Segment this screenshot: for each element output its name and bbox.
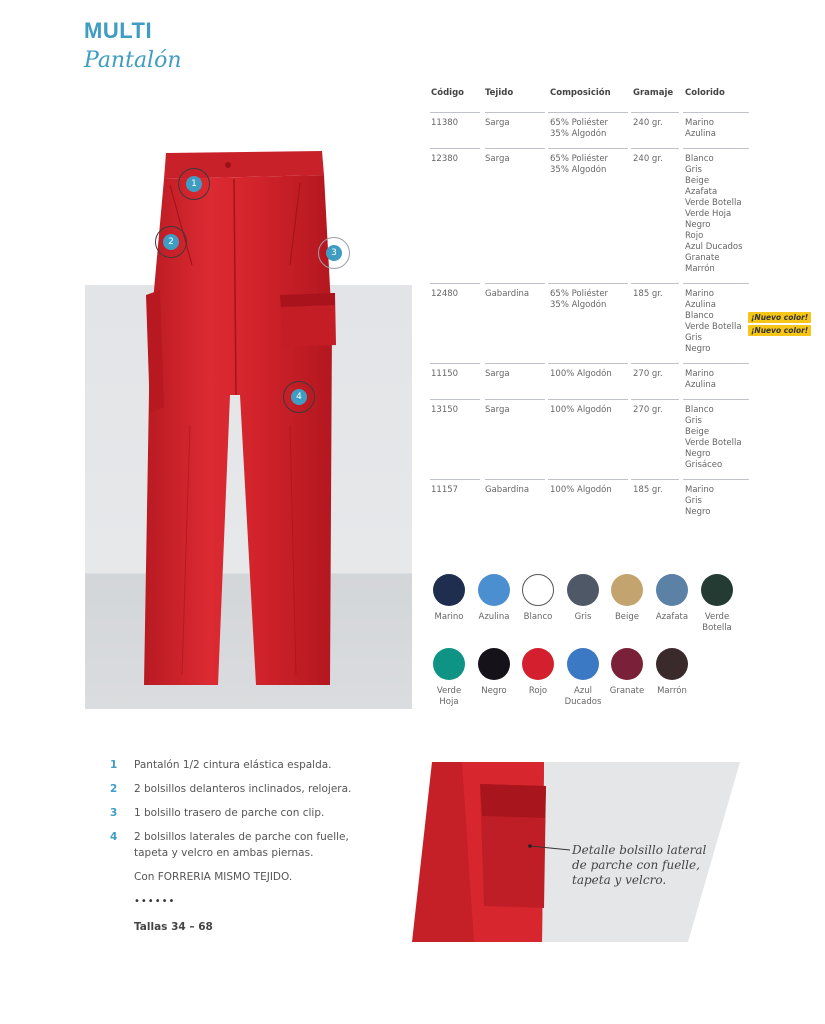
row-rule (485, 283, 545, 284)
table-row (430, 479, 750, 526)
color-name: Blanco (685, 405, 714, 415)
swatch-label: Marino (434, 612, 464, 622)
row-rule (683, 479, 749, 480)
feature-number: 4 (110, 831, 118, 843)
composition-line: 100% Algodón (550, 369, 612, 379)
weight-cell: 240 gr. (633, 118, 663, 128)
feature-item (110, 829, 364, 861)
color-name: Gris (685, 416, 702, 426)
lining-note: Con FORRERIA MISMO TEJIDO. (134, 871, 293, 883)
table-row (430, 363, 750, 399)
table-row (430, 112, 750, 148)
composition-line: 65% Poliéster (550, 118, 609, 128)
row-rule (548, 112, 628, 113)
weight-cell: 270 gr. (633, 369, 663, 379)
pocket-detail-caption: Detalle bolsillo lateral de parche con fuelle, tapeta y velcro. (572, 843, 707, 887)
color-swatch (609, 648, 645, 696)
header-weight: Gramaje (633, 88, 674, 98)
composition-line: 65% Poliéster (550, 154, 609, 164)
swatch-label: Azul Ducados (564, 686, 602, 707)
swatch-label: Verde Botella (702, 612, 732, 633)
fabric-cell: Sarga (485, 118, 510, 128)
color-name: Gris (685, 333, 702, 343)
row-rule (631, 363, 679, 364)
feature-number: 1 (110, 759, 118, 771)
color-swatch (522, 574, 554, 622)
header-composition: Composición (550, 88, 611, 98)
feature-item (110, 805, 364, 821)
color-name: Verde Hoja (685, 209, 732, 219)
fabric-cell: Sarga (485, 369, 510, 379)
header-colors: Colorido (685, 88, 725, 98)
code-cell: 12480 (431, 289, 459, 299)
composition-cell (550, 485, 612, 496)
swatch-circle (478, 648, 510, 680)
row-rule (631, 399, 679, 400)
row-rule (548, 363, 628, 364)
composition-cell (550, 289, 608, 311)
table-header (430, 86, 750, 112)
row-rule (683, 148, 749, 149)
composition-cell (550, 154, 608, 176)
color-name: Beige (685, 176, 710, 186)
row-rule (430, 363, 480, 364)
swatch-circle (433, 574, 465, 606)
feature-number: 2 (110, 783, 118, 795)
product-title: MULTI (84, 18, 153, 43)
swatch-circle (611, 574, 643, 606)
fabric-cell: Gabardina (485, 485, 530, 495)
table-row (430, 283, 750, 363)
swatch-label: Gris (574, 612, 592, 622)
row-rule (485, 112, 545, 113)
color-name: Beige (685, 427, 710, 437)
feature-item (110, 781, 364, 797)
swatch-label: Beige (614, 612, 640, 622)
spec-table (430, 86, 750, 526)
new-color-badge: ¡Nuevo color! (748, 312, 811, 323)
row-rule (683, 112, 749, 113)
swatch-label: Azafata (655, 612, 689, 622)
composition-line: 100% Algodón (550, 405, 612, 415)
color-swatch (522, 648, 554, 696)
feature-list (110, 757, 364, 869)
table-body (430, 112, 750, 526)
row-rule (430, 283, 480, 284)
swatch-circle (433, 648, 465, 680)
swatch-circle (567, 648, 599, 680)
color-name: Granate (685, 253, 720, 263)
swatch-label: Negro (481, 686, 507, 696)
colors-cell (685, 289, 742, 355)
feature-item (110, 757, 364, 773)
row-rule (683, 399, 749, 400)
weight-cell: 185 gr. (633, 289, 663, 299)
color-name: Marino (685, 289, 714, 299)
swatch-circle (701, 574, 733, 606)
sizes-range: Tallas 34 – 68 (134, 921, 213, 933)
swatch-circle (522, 648, 554, 680)
color-swatch (433, 574, 465, 622)
callout-marker-4: 4 (283, 381, 315, 413)
feature-text: 2 bolsillos laterales de parche con fuelle, tapeta y velcro en ambas piernas. (134, 831, 349, 859)
color-name: Negro (685, 344, 711, 354)
code-cell: 11157 (431, 485, 459, 495)
color-swatch (656, 648, 688, 696)
color-name: Azulina (685, 380, 716, 390)
row-rule (548, 148, 628, 149)
color-name: Gris (685, 165, 702, 175)
product-subtitle: Pantalón (84, 48, 182, 73)
color-swatch (478, 648, 510, 696)
pants-photo (130, 145, 340, 690)
swatch-label: Rojo (528, 686, 548, 696)
color-name: Blanco (685, 154, 714, 164)
code-cell: 11380 (431, 118, 459, 128)
color-name: Verde Botella (685, 198, 742, 208)
color-swatch (655, 574, 689, 622)
fabric-cell: Sarga (485, 405, 510, 415)
composition-cell (550, 118, 608, 140)
colors-cell (685, 154, 743, 275)
composition-cell (550, 405, 612, 416)
color-name: Azulina (685, 129, 716, 139)
row-rule (683, 363, 749, 364)
weight-cell: 185 gr. (633, 485, 663, 495)
swatch-label: Blanco (523, 612, 553, 622)
table-row (430, 399, 750, 479)
color-name: Verde Botella (685, 322, 742, 332)
color-name: Gris (685, 496, 702, 506)
code-cell: 12380 (431, 154, 459, 164)
feature-number: 3 (110, 807, 118, 819)
dotted-separator: •••••• (134, 896, 176, 907)
row-rule (548, 399, 628, 400)
row-rule (430, 112, 480, 113)
color-name: Azafata (685, 187, 718, 197)
color-name: Rojo (685, 231, 704, 241)
swatch-label: Azulina (478, 612, 510, 622)
color-swatch (433, 648, 465, 707)
color-name: Negro (685, 220, 711, 230)
swatch-circle (611, 648, 643, 680)
color-swatch (564, 648, 602, 707)
row-rule (485, 479, 545, 480)
swatch-circle (656, 574, 688, 606)
color-name: Verde Botella (685, 438, 742, 448)
row-rule (485, 363, 545, 364)
row-rule (548, 283, 628, 284)
color-swatch (701, 574, 733, 633)
row-rule (631, 479, 679, 480)
code-cell: 11150 (431, 369, 459, 379)
feature-text: 1 bolsillo trasero de parche con clip. (134, 807, 325, 819)
table-row (430, 148, 750, 283)
callout-marker-1: 1 (178, 168, 210, 200)
colors-cell (685, 369, 716, 391)
feature-text: Pantalón 1/2 cintura elástica espalda. (134, 759, 332, 771)
code-cell: 13150 (431, 405, 459, 415)
callout-marker-2: 2 (155, 226, 187, 258)
fabric-cell: Sarga (485, 154, 510, 164)
color-swatch (567, 574, 599, 622)
color-name: Azulina (685, 300, 716, 310)
colors-cell (685, 118, 716, 140)
row-rule (430, 479, 480, 480)
header-fabric: Tejido (485, 88, 514, 98)
color-name: Blanco (685, 311, 714, 321)
new-color-badge: ¡Nuevo color! (748, 325, 811, 336)
row-rule (430, 399, 480, 400)
row-rule (548, 479, 628, 480)
color-name: Negro (685, 449, 711, 459)
row-rule (631, 148, 679, 149)
header-code: Código (431, 88, 464, 98)
composition-line: 35% Algodón (550, 300, 607, 310)
colors-cell (685, 405, 742, 471)
color-name: Marino (685, 369, 714, 379)
row-rule (683, 283, 749, 284)
row-rule (485, 148, 545, 149)
fabric-cell: Gabardina (485, 289, 530, 299)
colors-cell (685, 485, 714, 518)
composition-line: 100% Algodón (550, 485, 612, 495)
swatch-label: Verde Hoja (436, 686, 462, 707)
swatch-circle (656, 648, 688, 680)
swatch-circle (567, 574, 599, 606)
swatch-label: Marrón (657, 686, 687, 696)
color-swatch (611, 574, 643, 622)
color-name: Grisáceo (685, 460, 723, 470)
weight-cell: 240 gr. (633, 154, 663, 164)
row-rule (485, 399, 545, 400)
callout-marker-3: 3 (318, 237, 350, 269)
composition-line: 35% Algodón (550, 165, 607, 175)
swatch-label: Granate (609, 686, 645, 696)
color-swatch (478, 574, 510, 622)
color-name: Negro (685, 507, 711, 517)
composition-line: 65% Poliéster (550, 289, 609, 299)
color-name: Marrón (685, 264, 715, 274)
composition-cell (550, 369, 612, 380)
row-rule (430, 148, 480, 149)
feature-text: 2 bolsillos delanteros inclinados, relojera. (134, 783, 352, 795)
row-rule (631, 112, 679, 113)
weight-cell: 270 gr. (633, 405, 663, 415)
color-name: Marino (685, 485, 714, 495)
row-rule (631, 283, 679, 284)
color-name: Azul Ducados (685, 242, 743, 252)
composition-line: 35% Algodón (550, 129, 607, 139)
color-name: Marino (685, 118, 714, 128)
swatch-circle (522, 574, 554, 606)
swatch-circle (478, 574, 510, 606)
